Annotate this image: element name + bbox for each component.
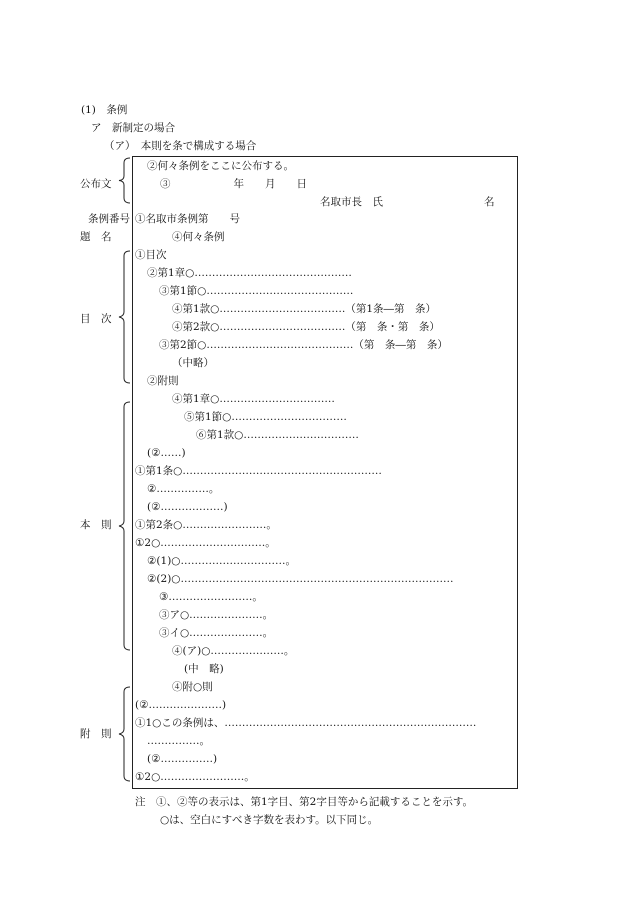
body-line: (中 略): [184, 663, 224, 675]
label-fusoku: 附 則: [80, 728, 112, 740]
body-line: ①第2条○……………………。: [135, 519, 277, 531]
supplementary-line: (②…………………): [135, 699, 227, 711]
mayor-name-end: 名: [484, 196, 495, 208]
body-line: (②………………): [147, 501, 228, 513]
label-honsoku: 本 則: [80, 519, 112, 531]
body-line: (②……): [147, 447, 186, 459]
ordinance-title: ④何々条例: [172, 231, 225, 243]
supplementary-line: (②……………): [147, 753, 218, 765]
body-line: ③ア○…………………。: [159, 609, 274, 621]
supplementary-line: ①2○……………………。: [135, 771, 255, 783]
section-heading: (1) 条例: [81, 104, 128, 116]
body-line: ⑥第1款○……………………………: [196, 429, 359, 441]
label-jorei-bango: 条例番号: [88, 213, 130, 225]
promulgation-date: ③ 年 月 日: [160, 178, 307, 190]
supplementary-line: ……………。: [147, 735, 210, 747]
body-line: ③……………………。: [159, 591, 263, 603]
subsection-heading: ア 新制定の場合: [91, 122, 175, 134]
subsubsection-heading: （ア） 本則を条で構成する場合: [104, 140, 257, 152]
body-line: ①2○…………………………。: [135, 537, 276, 549]
note-line: 注 ①、②等の表示は、第1字目、第2字目等から記載することを示す。: [135, 796, 474, 808]
body-line: ④(ア)○…………………。: [172, 645, 295, 657]
body-line: ③イ○…………………。: [159, 627, 274, 639]
toc-line: （中略）: [172, 357, 214, 369]
toc-line: ④第2款○………………………………（第 条・第 条）: [172, 321, 440, 333]
body-line: ②……………。: [147, 483, 220, 495]
label-kofubun: 公布文: [80, 178, 112, 190]
kofubun-brace: [118, 157, 132, 204]
body-line: ②(2)○……………………………………………………………………: [147, 573, 454, 585]
toc-line: ④第1款○………………………………（第1条―第 条）: [172, 303, 437, 315]
supplementary-line: ①1○この条例は、………………………………………………………………: [135, 717, 477, 729]
fusoku-brace: [118, 686, 132, 782]
toc-line: ③第1節○……………………………………: [159, 285, 354, 297]
body-line: ②(1)○…………………………。: [147, 555, 296, 567]
toc-line: ②附則: [147, 375, 179, 387]
mokuji-brace: [118, 250, 132, 384]
body-line: ⑤第1節○……………………………: [184, 411, 347, 423]
promulgation-text: ②何々条例をここに公布する。: [147, 160, 294, 172]
ordinance-number: ①名取市条例第 号: [135, 213, 240, 225]
honsoku-brace: [118, 401, 132, 651]
toc-line: ③第2節○……………………………………（第 条―第 条）: [159, 339, 448, 351]
label-daimei: 題 名: [80, 231, 112, 243]
body-line: ①第1条○…………………………………………………: [135, 465, 382, 477]
note-line: ○は、空白にすべき字数を表わす。以下同じ。: [160, 814, 379, 826]
supplementary-heading: ④附○則: [172, 681, 213, 693]
body-line: ④第1章○……………………………: [172, 393, 335, 405]
toc-heading: ①目次: [135, 249, 167, 261]
label-mokuji: 目 次: [80, 313, 112, 325]
toc-line: ②第1章○………………………………………: [147, 267, 352, 279]
mayor-name: 名取市長 氏: [320, 196, 383, 208]
